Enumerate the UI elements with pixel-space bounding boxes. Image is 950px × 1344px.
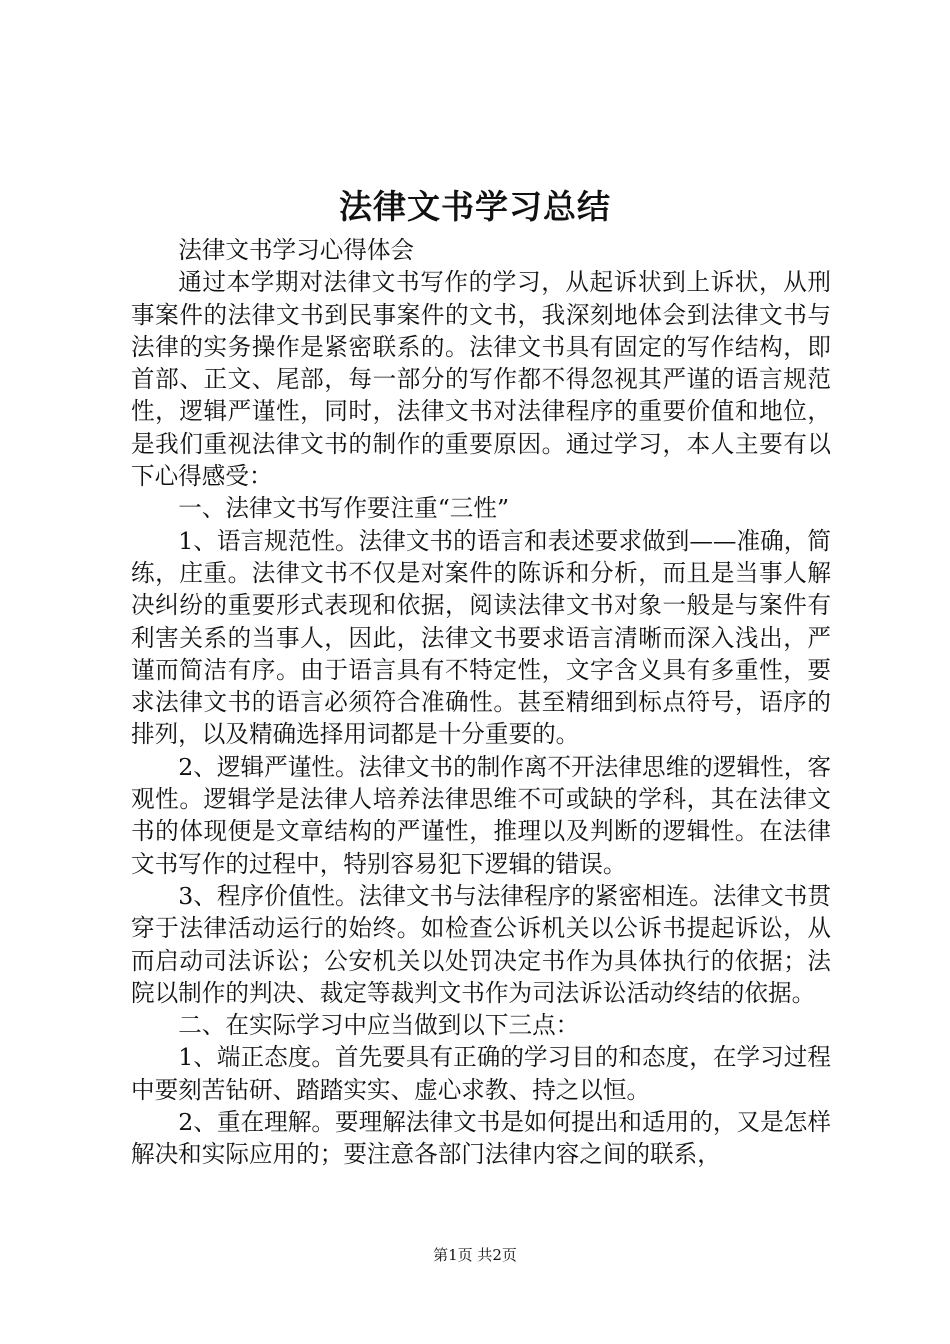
body-paragraph: 2、逻辑严谨性。法律文书的制作离不开法律思维的逻辑性，客观性。逻辑学是法律人培养法律思维不可或缺的学科，其在法律文书的体现便是文章结构的严谨性，推理以及判断的逻辑性。在法律文书写作的过程中，特别容易犯下逻辑的错误。 <box>131 752 831 878</box>
body-paragraph: 通过本学期对法律文书写作的学习，从起诉状到上诉状，从刑事案件的法律文书到民事案件的文书，我深刻地体会到法律文书与法律的实务操作是紧密联系的。法律文书具有固定的写作结构，即首部、正文、尾部，每一部分的写作都不得忽视其严谨的语言规范性，逻辑严谨性，同时，法律文书对法律程序的重要价值和地位，是我们重视法律文书的制作的重要原因。通过学习，本人主要有以下心得感受： <box>131 268 831 491</box>
document-body <box>131 234 831 1171</box>
body-paragraph: 2、重在理解。要理解法律文书是如何提出和适用的，又是怎样解决和实际应用的；要注意各部门法律内容之间的联系， <box>131 1108 831 1169</box>
document-title: 法律文书学习总结 <box>339 187 611 226</box>
subtitle-paragraph: 法律文书学习心得体会 <box>178 236 415 264</box>
body-paragraph: 3、程序价值性。法律文书与法律程序的紧密相连。法律文书贯穿于法律活动运行的始终。如检查公诉机关以公诉书提起诉讼，从而启动司法诉讼；公安机关以处罚决定书作为具体执行的依据；法院以制作的判决、裁定等裁判文书作为司法诉讼活动终结的依据。 <box>131 881 831 1007</box>
body-paragraph: 1、端正态度。首先要具有正确的学习目的和态度，在学习过程中要刻苦钻研、踏踏实实、虚心求教、持之以恒。 <box>131 1043 831 1104</box>
section-heading: 一、法律文书写作要注重“三性” <box>178 494 510 523</box>
body-paragraph: 1、语言规范性。法律文书的语言和表述要求做到——准确，简练，庄重。法律文书不仅是对案件的陈诉和分析，而且是当事人解决纠纷的重要形式表现和依据，阅读法律文书对象一般是与案件有利害关系的当事人，因此，法律文书要求语言清晰而深入浅出，严谨而简洁有序。由于语言具有不特定性，文字含义具有多重性，要求法律文书的语言必须符合准确性。甚至精细到标点符号，语序的排列，以及精确选择用词都是十分重要的。 <box>131 526 831 749</box>
section-heading: 二、在实际学习中应当做到以下三点： <box>178 1011 580 1040</box>
page-number-footer: 第1页 共2页 <box>433 1246 517 1264</box>
